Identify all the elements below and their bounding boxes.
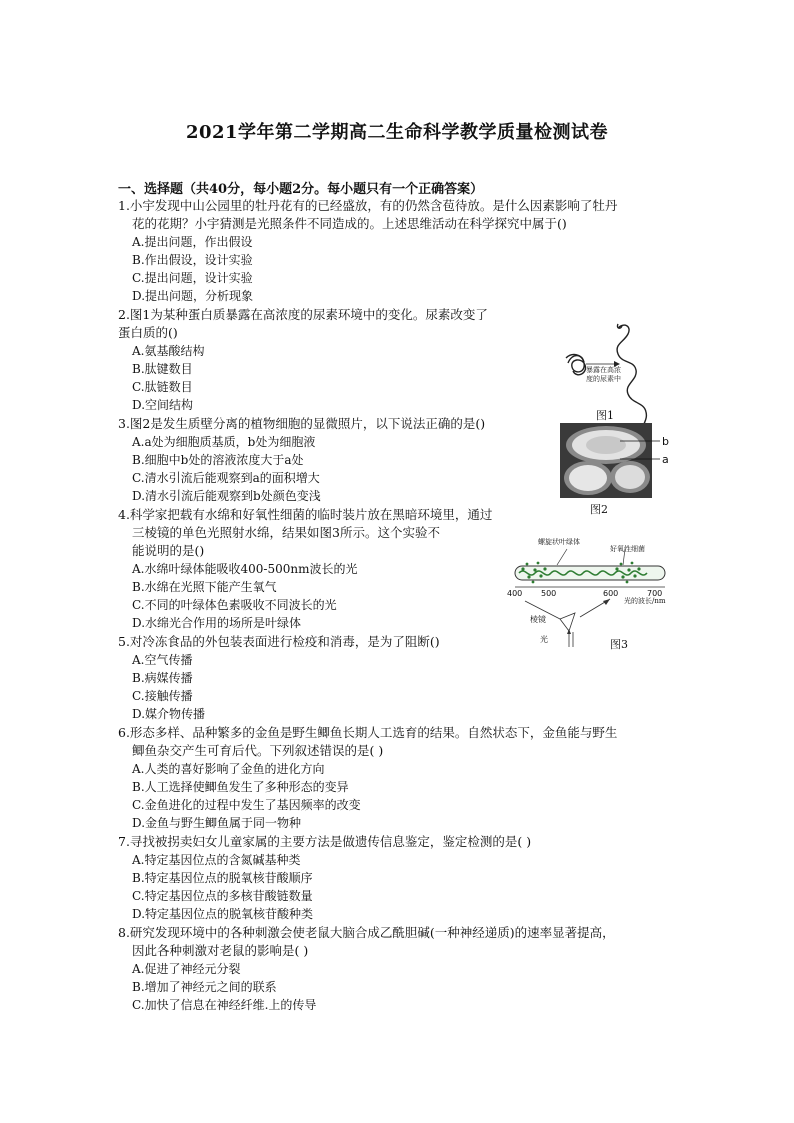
question-3-option-c: C.清水引流后能观察到a的面积增大: [132, 471, 320, 485]
question-5-option-c: C.接触传播: [132, 689, 193, 703]
question-6-option-a: A.人类的喜好影响了金鱼的进化方向: [132, 762, 325, 776]
question-7-line-1: 7.寻找被拐卖妇女儿童家属的主要方法是做遗传信息鉴定，鉴定检测的是( ): [118, 834, 532, 849]
question-8-option-a: A.促进了神经元分裂: [132, 962, 241, 976]
section-heading: 一、选择题（共40分，每小题2分。每小题只有一个正确答案）: [118, 182, 484, 197]
question-6-option-b: B.人工选择使鲫鱼发生了多种形态的变异: [132, 780, 349, 794]
question-2-option-c: C.肽链数目: [132, 380, 193, 394]
question-2-line-2: 蛋白质的(): [118, 325, 178, 340]
figure-3-prism-label: 棱镜: [530, 615, 546, 624]
question-1-option-a: A.提出问题，作出假设: [132, 235, 253, 249]
question-1-line-2: 花的花期？小宇猜测是光照条件不同造成的。上述思维活动在科学探究中属于(): [132, 216, 567, 231]
figure-2: [560, 423, 675, 498]
question-7-option-a: A.特定基因位点的含氮碱基种类: [132, 853, 301, 867]
plasmolysis-micrograph: [560, 423, 675, 498]
question-3-option-b: B.细胞中b处的溶液浓度大于a处: [132, 453, 304, 467]
figure-3-light-label: 光: [540, 635, 548, 644]
question-7-option-b: B.特定基因位点的脱氧核苷酸顺序: [132, 871, 313, 885]
figure-3-caption: 图3: [610, 638, 628, 651]
question-3-option-d: D.清水引流后能观察到b处颜色变浅: [132, 489, 321, 503]
question-7-option-c: C.特定基因位点的多核苷酸链数量: [132, 889, 313, 903]
question-6-line-1: 6.形态多样、品种繁多的金鱼是野生鲫鱼长期人工选育的结果。自然状态下，金鱼能与野生: [118, 725, 618, 740]
question-4-line-3: 能说明的是(): [132, 543, 205, 558]
question-4-line-2: 三棱镜的单色光照射水绵，结果如图3所示。这个实验不: [132, 525, 440, 540]
question-4-option-a: A.水绵叶绿体能吸收400-500nm波长的光: [132, 562, 358, 576]
question-4-option-b: B.水绵在光照下能产生氧气: [132, 580, 277, 594]
question-5-option-a: A.空气传播: [132, 653, 193, 667]
question-5-option-d: D.媒介物传播: [132, 707, 206, 721]
question-2-option-b: B.肽键数目: [132, 362, 193, 376]
question-8-line-1: 8.研究发现环境中的各种刺激会使老鼠大脑合成乙酰胆碱(一种神经递质)的速率显著提高，: [118, 925, 615, 940]
figure-3-axis-label: 光的波长/nm: [624, 597, 666, 605]
question-4-option-d: D.水绵光合作用的场所是叶绿体: [132, 616, 302, 630]
page-title: 2021学年第二学期高二生命科学教学质量检测试卷: [185, 122, 609, 143]
figure-1-caption: 图1: [596, 409, 614, 422]
figure-2-caption: 图2: [590, 503, 608, 516]
question-1-option-b: B.作出假设，设计实验: [132, 253, 253, 267]
question-3-line-1: 3.图2是发生质壁分离的植物细胞的显微照片，以下说法正确的是(): [118, 416, 486, 431]
question-2-option-a: A.氨基酸结构: [132, 344, 205, 358]
question-4-line-1: 4.科学家把载有水绵和好氧性细菌的临时装片放在黑暗环境里，通过: [118, 507, 493, 522]
question-2-option-d: D.空间结构: [132, 398, 194, 412]
question-5-option-b: B.病媒传播: [132, 671, 193, 685]
figure-1-label-line-1: 暴露在高浓: [586, 366, 621, 374]
figure-1-label-line-2: 度的尿素中: [586, 375, 621, 383]
figure-2-label-b: b: [662, 435, 669, 448]
question-1-option-d: D.提出问题，分析现象: [132, 289, 254, 303]
question-5-line-1: 5.对冷冻食品的外包装表面进行检疫和消毒，是为了阻断(): [118, 634, 440, 649]
question-7-option-d: D.特定基因位点的脱氧核苷酸种类: [132, 907, 314, 921]
question-6-line-2: 鲫鱼杂交产生可育后代。下列叙述错误的是( ): [132, 743, 384, 758]
question-3-option-a: A.a处为细胞质基质，b处为细胞液: [132, 435, 316, 449]
engelmann-experiment-diagram: [505, 535, 685, 650]
question-2-line-1: 2.图1为某种蛋白质暴露在高浓度的尿素环境中的变化。尿素改变了: [118, 307, 488, 322]
question-8-option-b: B.增加了神经元之间的联系: [132, 980, 277, 994]
figure-3-tick-400: 400: [507, 589, 523, 598]
question-6-option-c: C.金鱼进化的过程中发生了基因频率的改变: [132, 798, 361, 812]
question-6-option-d: D.金鱼与野生鲫鱼属于同一物种: [132, 816, 302, 830]
question-1-option-c: C.提出问题，设计实验: [132, 271, 253, 285]
question-8-line-2: 因此各种刺激对老鼠的影响是( ): [132, 943, 309, 958]
figure-3-chloroplast-label: 螺旋状叶绿体: [538, 538, 580, 546]
question-4-option-c: C.不同的叶绿体色素吸收不同波长的光: [132, 598, 337, 612]
figure-3-tick-600: 600: [603, 589, 619, 598]
figure-3-bacteria-label: 好氧性细菌: [610, 545, 645, 553]
figure-2-label-a: a: [662, 453, 669, 466]
question-8-option-c: C.加快了信息在神经纤维.上的传导: [132, 998, 317, 1012]
figure-3: [505, 535, 685, 650]
figure-3-tick-500: 500: [541, 589, 557, 598]
figure-3-tick-700: 700: [647, 589, 663, 598]
question-1-line-1: 1.小宇发现中山公园里的牡丹花有的已经盛放，有的仍然含苞待放。是什么因素影响了牡丹: [118, 198, 618, 213]
